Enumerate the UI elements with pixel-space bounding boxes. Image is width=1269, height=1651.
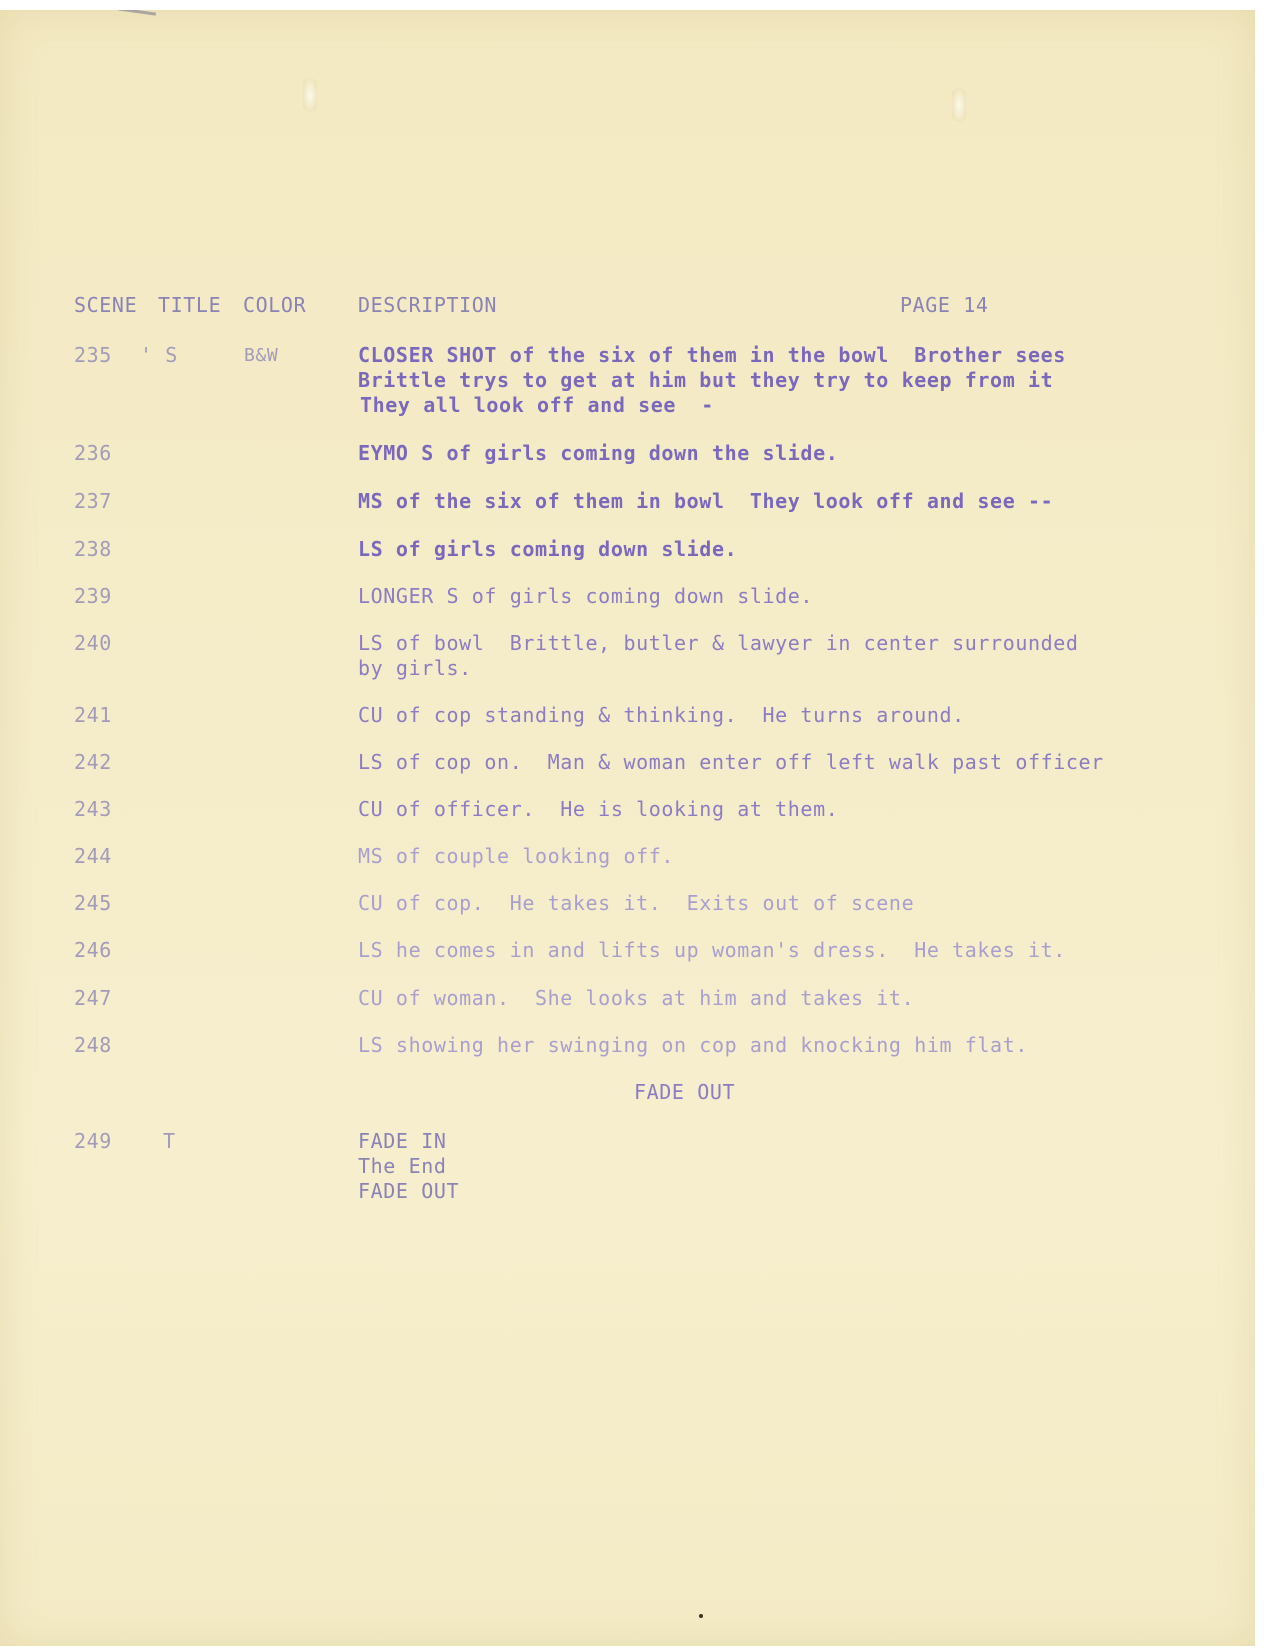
header-scene: SCENE xyxy=(74,293,138,317)
scene-number: 241 xyxy=(74,703,112,727)
scene-description-line: LONGER S of girls coming down slide. xyxy=(358,584,814,608)
scene-description-line: They all look off and see - xyxy=(360,393,714,417)
scene-number: 244 xyxy=(74,844,112,868)
scene-color: B&W xyxy=(244,345,279,366)
scene-number: 248 xyxy=(74,1033,112,1057)
scene-description-line: CU of officer. He is looking at them. xyxy=(358,797,839,821)
scene-title-flag: ' S xyxy=(140,343,178,367)
scene-description-line: CU of cop. He takes it. Exits out of scene xyxy=(358,891,915,915)
scene-number: 238 xyxy=(74,537,112,561)
scene-number: 236 xyxy=(74,441,112,465)
header-title: TITLE xyxy=(158,293,222,317)
scene-number: 243 xyxy=(74,797,112,821)
header-color: COLOR xyxy=(243,293,307,317)
scene-description-line: CU of woman. She looks at him and takes it. xyxy=(358,986,915,1010)
scene-number: 246 xyxy=(74,938,112,962)
scene-description-line: by girls. xyxy=(358,656,472,680)
scene-description-line: LS of bowl Brittle, butler & lawyer in center surrounded xyxy=(358,631,1079,655)
scene-description-line: MS of the six of them in bowl They look off and see -- xyxy=(358,489,1054,513)
scene-number: 237 xyxy=(74,489,112,513)
scene-description-line: Brittle trys to get at him but they try to keep from it xyxy=(358,368,1054,392)
scene-title-flag: T xyxy=(163,1129,176,1153)
page-number: PAGE 14 xyxy=(900,293,989,317)
scene-description-line: MS of couple looking off. xyxy=(358,844,675,868)
scene-description-line: CLOSER SHOT of the six of them in the bowl Brother sees xyxy=(358,343,1066,367)
scene-description-line: LS he comes in and lifts up woman's dress. He takes it. xyxy=(358,938,1066,962)
scene-number: 245 xyxy=(74,891,112,915)
pencil-mark xyxy=(118,10,156,16)
header-description: DESCRIPTION xyxy=(358,293,498,317)
final-line: FADE IN xyxy=(358,1129,447,1153)
punch-hole xyxy=(303,78,317,112)
ink-dot xyxy=(699,1614,703,1618)
scene-description-line: EYMO S of girls coming down the slide. xyxy=(358,441,839,465)
scene-number: 242 xyxy=(74,750,112,774)
final-line: FADE OUT xyxy=(358,1179,460,1203)
scene-description-line: LS of cop on. Man & woman enter off left walk past officer xyxy=(358,750,1104,774)
scene-number: 240 xyxy=(74,631,112,655)
fade-out-label: FADE OUT xyxy=(634,1080,736,1104)
scene-number: 249 xyxy=(74,1129,112,1153)
punch-hole xyxy=(952,88,966,122)
scene-number: 235 xyxy=(74,343,112,367)
final-line: The End xyxy=(358,1154,447,1178)
scene-number: 239 xyxy=(74,584,112,608)
scene-description-line: LS of girls coming down slide. xyxy=(358,537,738,561)
scene-number: 247 xyxy=(74,986,112,1010)
scene-description-line: CU of cop standing & thinking. He turns around. xyxy=(358,703,965,727)
scene-description-line: LS showing her swinging on cop and knocking him flat. xyxy=(358,1033,1028,1057)
document-page xyxy=(0,10,1255,1646)
